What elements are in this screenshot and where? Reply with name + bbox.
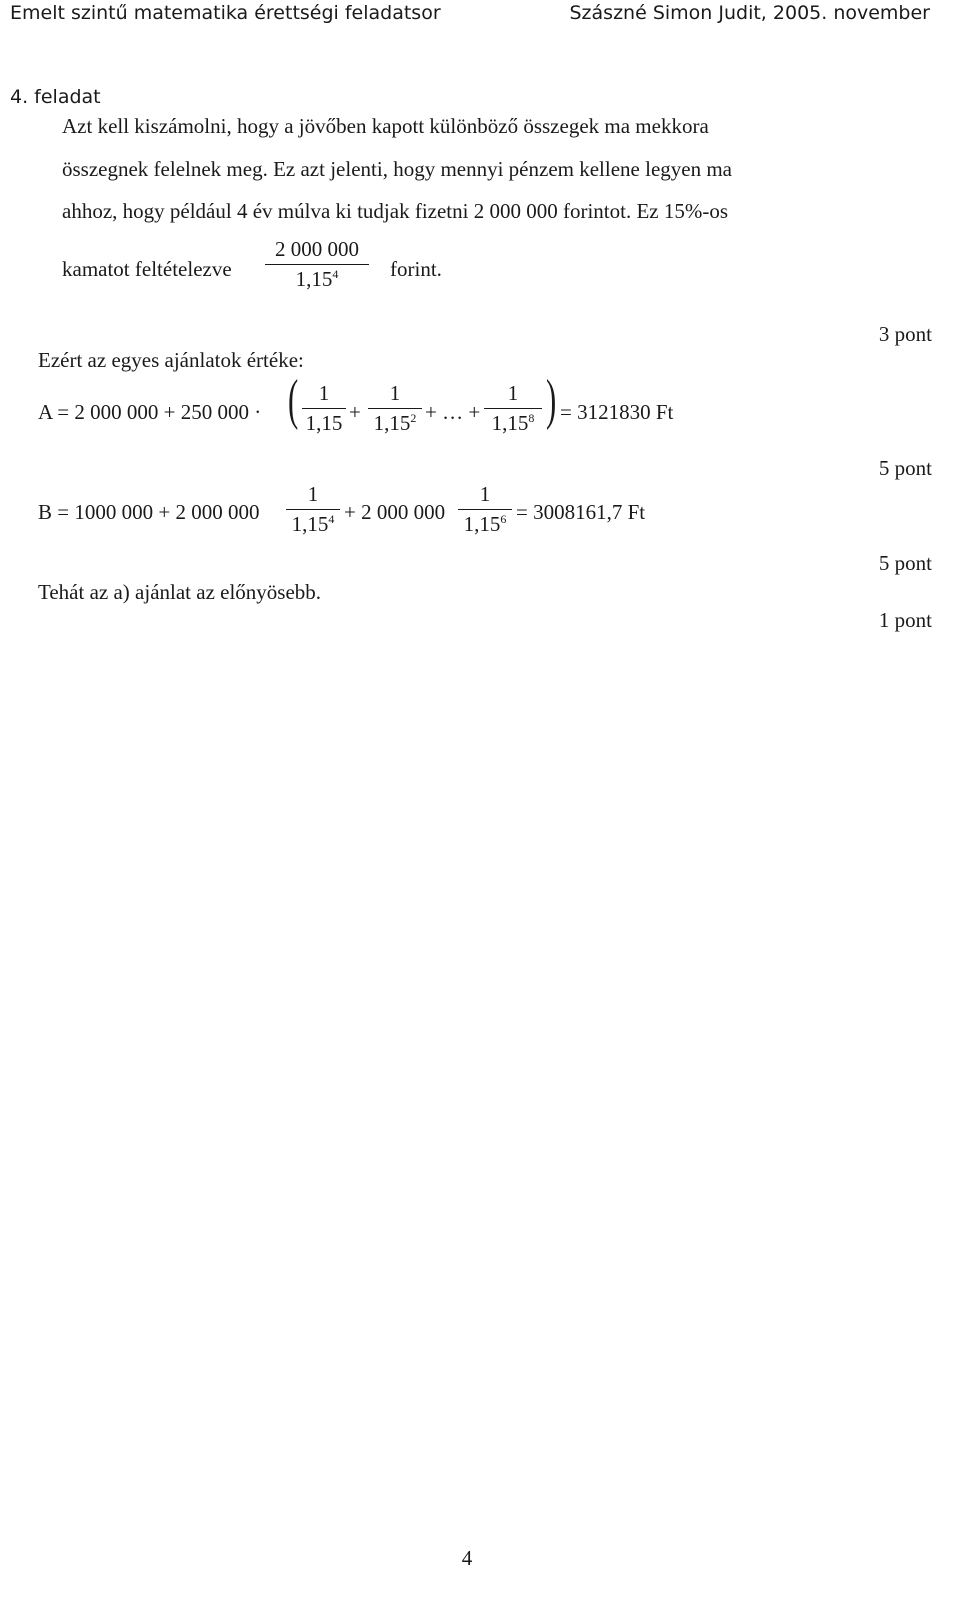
- kamat-suffix: forint.: [390, 257, 442, 281]
- eq-b-result: = 3008161,7 Ft: [516, 500, 646, 524]
- eq-a-result: = 3121830 Ft: [560, 400, 674, 424]
- kamat-fraction-denominator: 1,15$^4$: [295, 267, 339, 291]
- paragraph-line-2: összegnek felelnek meg. Ez azt jelenti, hogy mennyi pénzem kellene legyen ma: [62, 157, 732, 181]
- eq-a-term-2: 1 1,15$^2$: [368, 381, 422, 436]
- eq-a-lhs: A = 2 000 000 + 250 000 ·: [38, 400, 262, 424]
- kamat-prefix: kamatot feltételezve: [62, 257, 232, 281]
- eq-a-term-3: 1 1,15$^8$: [484, 381, 542, 436]
- points-1: 3 pont: [878, 322, 932, 346]
- points-3: 5 pont: [878, 551, 932, 575]
- page-number: 4: [461, 1546, 473, 1570]
- points-4: 1 pont: [878, 608, 932, 632]
- kamat-fraction-numerator: 2 000 000: [275, 237, 359, 261]
- header-right: Szászné Simon Judit, 2005. november: [569, 2, 930, 24]
- eq-a-plus: +: [349, 400, 361, 424]
- paragraph-line-3: ahhoz, hogy például 4 év múlva ki tudjak fizetni 2 000 000 forintot. Ez 15%-os: [62, 199, 729, 223]
- kamat-fraction: [265, 237, 369, 292]
- right-paren-icon: ): [546, 369, 557, 431]
- eq-b-lhs: B = 1000 000 + 2 000 000: [38, 500, 260, 524]
- task-title: 4. feladat: [10, 86, 101, 108]
- eq-b-term-1: 1 1,15$^4$: [286, 482, 340, 537]
- header-left: Emelt szintű matematika érettségi feladatsor: [10, 2, 441, 24]
- eq-a-term-1: 1 1,15: [302, 381, 346, 436]
- eq-b-term-2: 1 1,15$^6$: [458, 482, 512, 537]
- paragraph-line-1: Azt kell kiszámolni, hogy a jövőben kapott különböző összegek ma mekkora: [62, 114, 709, 138]
- eq-b-middle: + 2 000 000: [344, 500, 446, 524]
- offers-intro: Ezért az egyes ajánlatok értéke:: [38, 348, 304, 372]
- points-2: 5 pont: [878, 456, 932, 480]
- left-paren-icon: (: [288, 369, 299, 431]
- conclusion: Tehát az a) ajánlat az előnyösebb.: [38, 580, 322, 604]
- eq-a-dots: + … +: [425, 400, 481, 424]
